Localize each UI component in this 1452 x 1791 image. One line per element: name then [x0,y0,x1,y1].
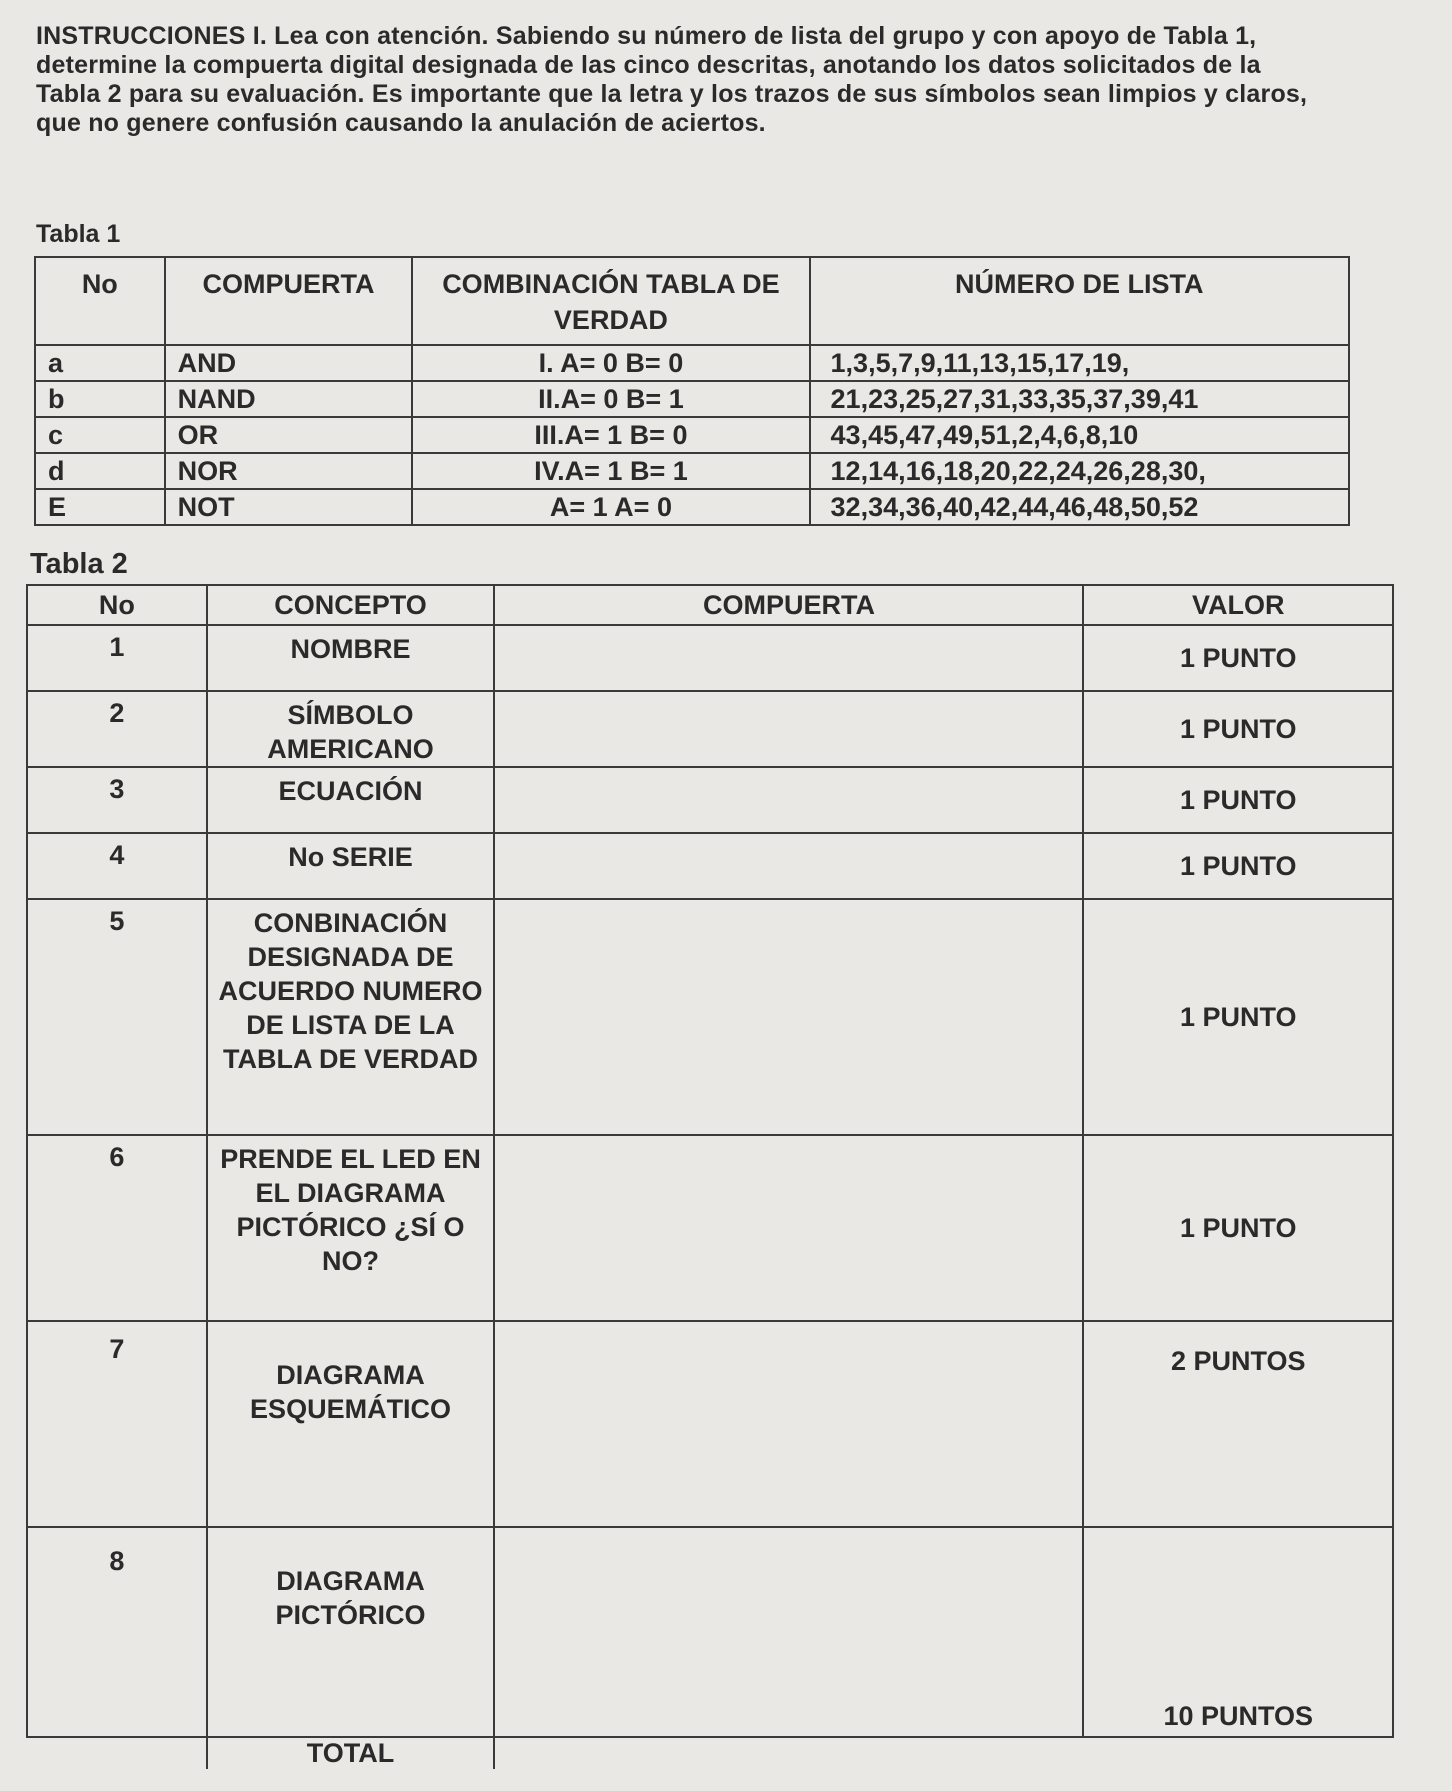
table2-cell-concepto: ECUACIÓN [207,767,495,833]
table1-header-lista: NÚMERO DE LISTA [810,257,1349,345]
table1-cell-lista: 32,34,36,40,42,44,46,48,50,52 [810,489,1349,525]
table1-cell-lista: 21,23,25,27,31,33,35,37,39,41 [810,381,1349,417]
table2-cell-concepto: DIAGRAMA PICTÓRICO [207,1527,495,1737]
table2-cell-compuerta-blank[interactable] [494,1135,1083,1321]
table2-cell-no: 4 [27,833,207,899]
table1-cell-no: b [35,381,165,417]
table2-cell-no: 2 [27,691,207,767]
table2-cell-valor: 1 PUNTO [1083,899,1393,1135]
table1-cell-combinacion: II.A= 0 B= 1 [412,381,809,417]
table1-cell-combinacion: IV.A= 1 B= 1 [412,453,809,489]
table-row [27,833,1393,899]
table2-cell-valor: 1 PUNTO [1083,767,1393,833]
table1-cell-combinacion: I. A= 0 B= 0 [412,345,809,381]
table2-cell-concepto: CONBINACIÓN DESIGNADA DE ACUERDO NUMERO DE LISTA DE LA TABLA DE VERDAD [207,899,495,1135]
table-row [27,1135,1393,1321]
table-row [35,381,1349,417]
table2-cell-compuerta-blank[interactable] [494,767,1083,833]
table1-header-compuerta: COMPUERTA [165,257,413,345]
table2-header-valor: VALOR [1083,585,1393,625]
table-row [27,1527,1393,1737]
instructions-text: INSTRUCCIONES I. Lea con atención. Sabiendo su número de lista del grupo y con apoyo de Tabla 1, determine la compuerta digital designada de las cinco descritas, anotando los datos solicitados de la Tabla 2 para su evaluación. Es importante que la letra y los trazos de sus símbolos sean limpios y claros, que no genere confusión causando la anulación de aciertos. [36,22,1308,137]
table2-cell-concepto: No SERIE [207,833,495,899]
table2-header-compuerta: COMPUERTA [494,585,1083,625]
table1-cell-compuerta: NAND [165,381,413,417]
table1-cell-combinacion: A= 1 A= 0 [412,489,809,525]
table2-cell-concepto: SÍMBOLO AMERICANO [207,691,495,767]
table1-cell-no: d [35,453,165,489]
table2-cell-valor: 1 PUNTO [1083,691,1393,767]
table1-cell-no: a [35,345,165,381]
table2-cell-compuerta-blank[interactable] [494,899,1083,1135]
table2-cell-no: 1 [27,625,207,691]
table2-cell-compuerta-blank[interactable] [494,691,1083,767]
table2-cell-valor: 1 PUNTO [1083,1135,1393,1321]
table2-cell-compuerta-blank[interactable] [494,1527,1083,1737]
table1-cell-no: c [35,417,165,453]
table2-cell-valor: 1 PUNTO [1083,833,1393,899]
table1-cell-combinacion: III.A= 1 B= 0 [412,417,809,453]
table2-cell-no: 7 [27,1321,207,1527]
table2-cell-concepto: DIAGRAMA ESQUEMÁTICO [207,1321,495,1527]
table1-cell-lista: 43,45,47,49,51,2,4,6,8,10 [810,417,1349,453]
table2-cell-no: 5 [27,899,207,1135]
table2-cell-concepto: PRENDE EL LED EN EL DIAGRAMA PICTÓRICO ¿SÍ O NO? [207,1135,495,1321]
table1-cell-compuerta: AND [165,345,413,381]
table2-total-blank[interactable] [494,1737,1083,1769]
table-row [27,767,1393,833]
table1-cell-compuerta: NOT [165,489,413,525]
table-row [27,691,1393,767]
table1-cell-lista: 1,3,5,7,9,11,13,15,17,19, [810,345,1349,381]
table2-total-label: TOTAL [207,1737,495,1769]
table2-cell-no: 3 [27,767,207,833]
table2-cell-compuerta-blank[interactable] [494,833,1083,899]
table2-cell-compuerta-blank[interactable] [494,1321,1083,1527]
table-row [27,1321,1393,1527]
table-row [27,899,1393,1135]
table2-caption: Tabla 2 [30,548,128,580]
table2-total-row [27,1737,1393,1769]
table2-cell-valor: 1 PUNTO [1083,625,1393,691]
table1-caption: Tabla 1 [36,220,121,248]
table2-cell-no: 8 [27,1527,207,1737]
table-row [27,625,1393,691]
table2-header-no: No [27,585,207,625]
table2-total-empty [1083,1737,1393,1769]
table2-header-concepto: CONCEPTO [207,585,495,625]
table-row [35,489,1349,525]
table2-evaluation [26,584,1394,1769]
table2-header-row [27,585,1393,625]
table2-total-spacer [27,1737,207,1769]
table-row [35,453,1349,489]
table1-header-no: No [35,257,165,345]
table2-cell-valor-total: 10 PUNTOS [1083,1527,1393,1737]
table1-gates [34,256,1350,526]
table1-cell-compuerta: OR [165,417,413,453]
table-row [35,417,1349,453]
table2-cell-no: 6 [27,1135,207,1321]
table2-cell-valor: 2 PUNTOS [1083,1321,1393,1527]
table1-cell-compuerta: NOR [165,453,413,489]
table2-cell-compuerta-blank[interactable] [494,625,1083,691]
table1-header-combinacion: COMBINACIÓN TABLA DE VERDAD [412,257,809,345]
table1-header-row [35,257,1349,345]
table1-cell-no: E [35,489,165,525]
table1-cell-lista: 12,14,16,18,20,22,24,26,28,30, [810,453,1349,489]
table2-cell-concepto: NOMBRE [207,625,495,691]
table-row [35,345,1349,381]
